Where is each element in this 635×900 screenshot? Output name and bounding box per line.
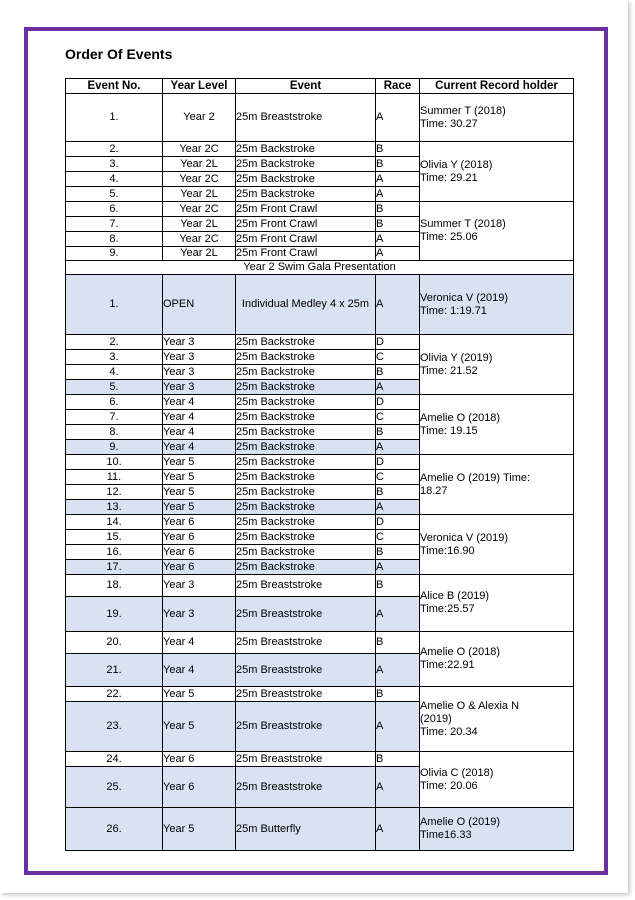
event-number: 6. [66, 202, 163, 217]
event-number: 5. [66, 187, 163, 202]
record-line: Amelie O (2019) [420, 816, 501, 828]
year-level: OPEN [163, 275, 236, 335]
event-name: 25m Backstroke [236, 470, 376, 485]
event-number: 8. [66, 232, 163, 247]
year-level: Year 2C [163, 202, 236, 217]
header-row [66, 79, 574, 94]
event-number: 1. [66, 275, 163, 335]
header-record-holder: Current Record holder [420, 79, 574, 94]
year-level: Year 2L [163, 187, 236, 202]
event-number: 26. [66, 808, 163, 851]
year-level: Year 4 [163, 632, 236, 654]
event-name: 25m Front Crawl [236, 202, 376, 217]
event-name: 25m Backstroke [236, 380, 376, 395]
record-line: Alice B (2019) [420, 590, 490, 602]
record-holder [420, 94, 574, 142]
table-row [66, 142, 574, 157]
record-line: Time: 1:19.71 [420, 304, 487, 317]
event-number: 14. [66, 515, 163, 530]
record-holder [420, 687, 574, 752]
event-name: 25m Backstroke [236, 545, 376, 560]
event-number: 4. [66, 172, 163, 187]
event-name: 25m Breaststroke [236, 767, 376, 808]
year-level: Year 5 [163, 470, 236, 485]
race-letter: B [376, 752, 420, 767]
event-number: 13. [66, 500, 163, 515]
event-name: 25m Backstroke [236, 365, 376, 380]
event-number: 6. [66, 395, 163, 410]
record-line: Amelie O (2018) [420, 411, 501, 424]
event-name: 25m Breaststroke [236, 687, 376, 702]
table-row [66, 575, 574, 597]
year-level: Year 6 [163, 545, 236, 560]
race-letter: C [376, 470, 420, 485]
event-number: 20. [66, 632, 163, 654]
table-row [66, 632, 574, 654]
event-number: 8. [66, 425, 163, 440]
event-number: 25. [66, 767, 163, 808]
event-name: 25m Backstroke [236, 142, 376, 157]
event-number: 18. [66, 575, 163, 597]
event-name: 25m Breaststroke [236, 575, 376, 597]
event-number: 3. [66, 157, 163, 172]
event-number: 3. [66, 350, 163, 365]
year-level: Year 4 [163, 410, 236, 425]
year-level: Year 6 [163, 560, 236, 575]
year-level: Year 2C [163, 142, 236, 157]
event-name: 25m Front Crawl [236, 217, 376, 232]
record-line: Time: 25.06 [420, 231, 478, 243]
event-name: 25m Backstroke [236, 530, 376, 545]
race-letter: B [376, 142, 420, 157]
events-table [65, 78, 574, 851]
race-letter: B [376, 687, 420, 702]
race-letter: A [376, 94, 420, 142]
event-number: 2. [66, 335, 163, 350]
event-name: 25m Front Crawl [236, 232, 376, 247]
event-number: 17. [66, 560, 163, 575]
record-line: Veronica V (2019) [420, 291, 509, 304]
record-line: Time:25.57 [420, 603, 475, 615]
record-holder [420, 575, 574, 632]
record-holder [420, 632, 574, 687]
year-level: Year 2L [163, 247, 236, 261]
header-year-level: Year Level [163, 79, 236, 94]
year-level: Year 3 [163, 350, 236, 365]
event-name: 25m Backstroke [236, 500, 376, 515]
race-letter: A [376, 172, 420, 187]
race-letter: A [376, 702, 420, 752]
year-level: Year 6 [163, 752, 236, 767]
event-number: 7. [66, 217, 163, 232]
race-letter: B [376, 217, 420, 232]
race-letter: A [376, 440, 420, 455]
year-level: Year 2C [163, 232, 236, 247]
event-number: 24. [66, 752, 163, 767]
year-level: Year 4 [163, 440, 236, 455]
event-number: 9. [66, 247, 163, 261]
table-row [66, 752, 574, 767]
race-letter: A [376, 767, 420, 808]
race-letter: B [376, 485, 420, 500]
event-name: 25m Backstroke [236, 440, 376, 455]
event-name: Individual Medley 4 x 25m [236, 275, 376, 335]
event-name: 25m Backstroke [236, 157, 376, 172]
record-line: Time: 20.06 [420, 779, 478, 792]
event-name: 25m Breaststroke [236, 702, 376, 752]
record-holder [420, 275, 574, 335]
header-event: Event [236, 79, 376, 94]
record-holder [420, 515, 574, 575]
year-level: Year 3 [163, 365, 236, 380]
record-line: Veronica V (2019) [420, 531, 509, 544]
event-name: 25m Backstroke [236, 410, 376, 425]
event-name: 25m Backstroke [236, 560, 376, 575]
year-level: Year 6 [163, 515, 236, 530]
race-letter: A [376, 187, 420, 202]
table-row [66, 202, 574, 217]
event-name: 25m Backstroke [236, 187, 376, 202]
race-letter: B [376, 425, 420, 440]
race-letter: A [376, 597, 420, 632]
race-letter: D [376, 335, 420, 350]
race-letter: A [376, 500, 420, 515]
race-letter: A [376, 654, 420, 687]
record-line: Amelie O (2018) [420, 646, 501, 658]
record-line: Time:22.91 [420, 659, 475, 671]
table-row [66, 808, 574, 851]
race-letter: C [376, 410, 420, 425]
year-level: Year 2L [163, 157, 236, 172]
year-level: Year 6 [163, 767, 236, 808]
event-number: 7. [66, 410, 163, 425]
race-letter: D [376, 455, 420, 470]
race-letter: A [376, 808, 420, 851]
record-holder [420, 142, 574, 202]
record-holder [420, 808, 574, 851]
year-level: Year 4 [163, 395, 236, 410]
race-letter: B [376, 365, 420, 380]
event-number: 10. [66, 455, 163, 470]
record-line: 18.27 [420, 484, 448, 497]
year-level: Year 4 [163, 654, 236, 687]
year-level: Year 2L [163, 217, 236, 232]
year-level: Year 3 [163, 575, 236, 597]
record-line: Time: 20.34 [420, 725, 478, 738]
record-holder [420, 455, 574, 515]
event-number: 23. [66, 702, 163, 752]
event-name: 25m Front Crawl [236, 247, 376, 261]
header-race: Race [376, 79, 420, 94]
event-name: 25m Backstroke [236, 395, 376, 410]
event-name: 25m Breaststroke [236, 597, 376, 632]
year-level: Year 3 [163, 597, 236, 632]
year-level: Year 5 [163, 485, 236, 500]
year-level: Year 5 [163, 702, 236, 752]
record-holder [420, 395, 574, 455]
event-number: 21. [66, 654, 163, 687]
table-row [66, 687, 574, 702]
event-name: 25m Breaststroke [236, 654, 376, 687]
record-line: Summer T (2018) [420, 218, 506, 230]
event-name: 25m Backstroke [236, 350, 376, 365]
event-number: 2. [66, 142, 163, 157]
event-number: 12. [66, 485, 163, 500]
year-level: Year 2C [163, 172, 236, 187]
event-name: 25m Backstroke [236, 172, 376, 187]
year-level: Year 2 [163, 94, 236, 142]
event-name: 25m Breaststroke [236, 632, 376, 654]
record-line: Olivia Y (2018) [420, 158, 493, 171]
event-number: 11. [66, 470, 163, 485]
year-level: Year 6 [163, 530, 236, 545]
year-level: Year 5 [163, 500, 236, 515]
year-level: Year 5 [163, 455, 236, 470]
event-number: 1. [66, 94, 163, 142]
table-row [66, 275, 574, 335]
race-letter: C [376, 350, 420, 365]
race-letter: A [376, 560, 420, 575]
table-row [66, 515, 574, 530]
race-letter: B [376, 157, 420, 172]
record-line: Amelie O (2019) Time: [420, 471, 531, 484]
year-level: Year 3 [163, 380, 236, 395]
record-line: Time: 30.27 [420, 117, 478, 130]
record-line: Time16.33 [420, 829, 472, 841]
record-holder [420, 752, 574, 808]
race-letter: C [376, 530, 420, 545]
race-letter: D [376, 395, 420, 410]
record-line: (2019) [420, 712, 452, 725]
event-name: 25m Backstroke [236, 515, 376, 530]
race-letter: B [376, 545, 420, 560]
race-letter: B [376, 632, 420, 654]
race-letter: A [376, 380, 420, 395]
event-number: 16. [66, 545, 163, 560]
events-table-body [66, 94, 574, 851]
race-letter: A [376, 275, 420, 335]
record-line: Time: 19.15 [420, 424, 478, 437]
race-letter: B [376, 575, 420, 597]
year-level: Year 5 [163, 687, 236, 702]
record-line: Amelie O & Alexia N [420, 699, 520, 712]
race-letter: A [376, 232, 420, 247]
record-line: Time:16.90 [420, 544, 475, 557]
page-title: Order Of Events [65, 46, 173, 62]
event-number: 22. [66, 687, 163, 702]
record-line: Olivia Y (2019) [420, 351, 493, 364]
header-event-no: Event No. [66, 79, 163, 94]
presentation-label: Year 2 Swim Gala Presentation [66, 261, 574, 275]
presentation-row [66, 261, 574, 275]
event-name: 25m Backstroke [236, 425, 376, 440]
year-level: Year 3 [163, 335, 236, 350]
race-letter: A [376, 247, 420, 261]
event-number: 5. [66, 380, 163, 395]
event-name: 25m Backstroke [236, 455, 376, 470]
race-letter: D [376, 515, 420, 530]
year-level: Year 5 [163, 808, 236, 851]
record-line: Time: 29.21 [420, 171, 478, 184]
event-name: 25m Backstroke [236, 335, 376, 350]
record-line: Olivia C (2018) [420, 766, 494, 779]
event-name: 25m Breaststroke [236, 94, 376, 142]
event-number: 19. [66, 597, 163, 632]
record-line: Time: 21.52 [420, 364, 478, 377]
table-row [66, 455, 574, 470]
table-row [66, 395, 574, 410]
event-number: 9. [66, 440, 163, 455]
record-holder [420, 202, 574, 261]
event-number: 4. [66, 365, 163, 380]
event-number: 15. [66, 530, 163, 545]
table-row [66, 335, 574, 350]
record-holder [420, 335, 574, 395]
race-letter: B [376, 202, 420, 217]
table-row [66, 94, 574, 142]
event-name: 25m Backstroke [236, 485, 376, 500]
event-name: 25m Butterfly [236, 808, 376, 851]
event-name: 25m Breaststroke [236, 752, 376, 767]
record-line: Summer T (2018) [420, 104, 506, 117]
year-level: Year 4 [163, 425, 236, 440]
